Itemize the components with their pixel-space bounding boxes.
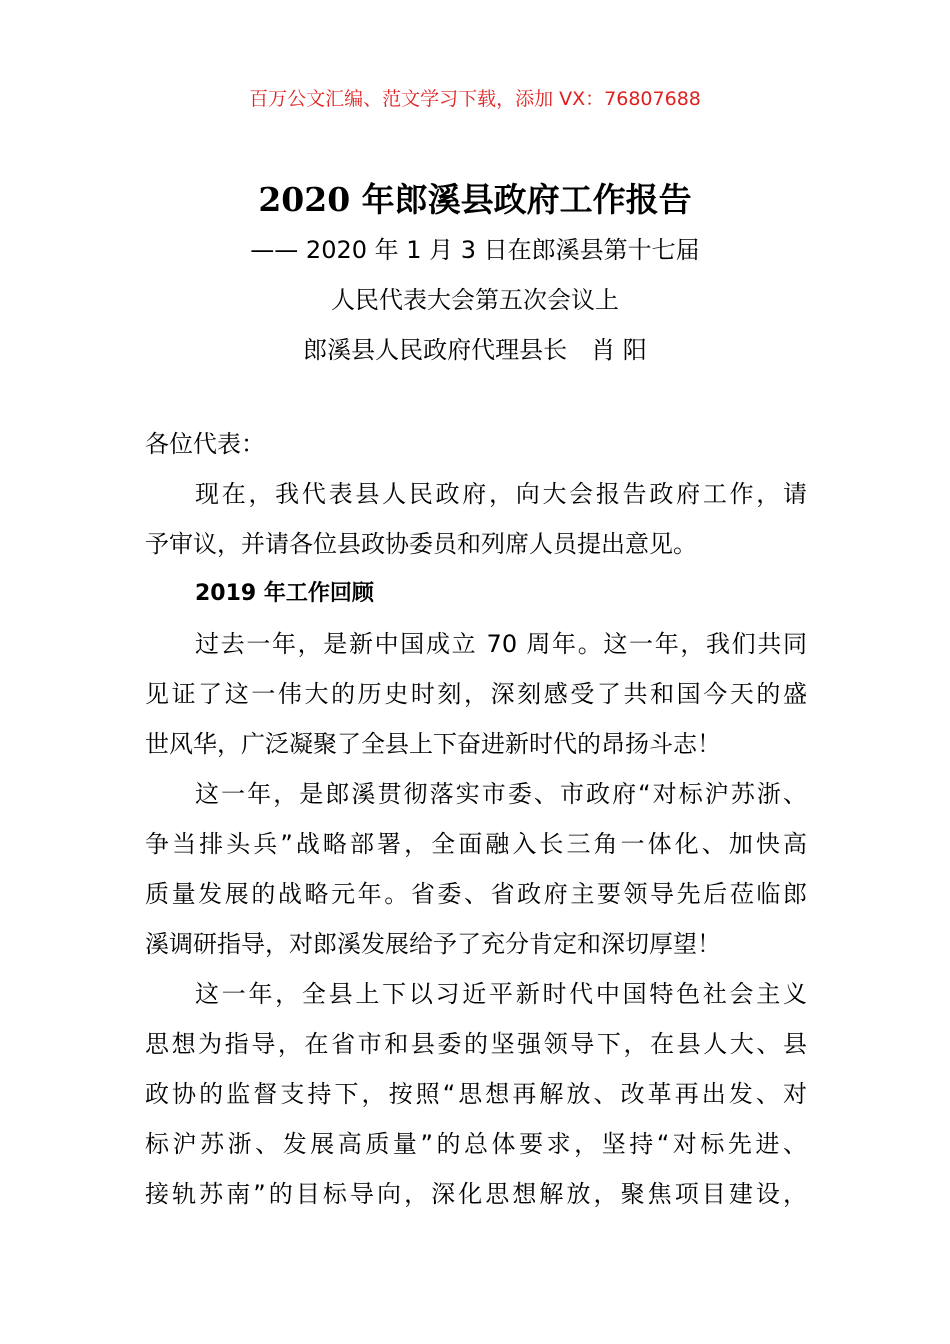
text-line: 见证了这一伟大的历史时刻，深刻感受了共和国今天的盛 [145,680,807,708]
text-line: 争当排头兵”战略部署，全面融入长三角一体化、加快高 [145,830,807,858]
text-line: 予审议，并请各位县政协委员和列席人员提出意见。 [145,530,697,558]
document-title: 2020 年郎溪县政府工作报告 [258,180,692,219]
watermark-text: 百万公文汇编、范文学习下载，添加 VX：76807688 [249,88,701,110]
section-heading: 2019 年工作回顾 [195,581,374,606]
text-line: 接轨苏南”的目标导向，深化思想解放，聚焦项目建设， [145,1180,807,1208]
text-line: 这一年，是郎溪贯彻落实市委、市政府“对标沪苏浙、 [195,780,807,808]
text-line: 过去一年，是新中国成立 70 周年。这一年，我们共同 [195,630,807,658]
subtitle-line: —— 2020 年 1 月 3 日在郎溪县第十七届 [250,236,700,264]
text-line: 现在，我代表县人民政府，向大会报告政府工作，请 [195,480,807,508]
author-line: 郎溪县人民政府代理县长 肖 阳 [303,336,647,364]
salutation: 各位代表： [145,430,265,458]
document-body [145,424,807,1224]
text-line: 政协的监督支持下，按照“思想再解放、改革再出发、对 [145,1080,807,1108]
text-line: 世风华，广泛凝聚了全县上下奋进新时代的昂扬斗志！ [145,730,721,758]
subtitle-line: 人民代表大会第五次会议上 [331,286,619,314]
text-line: 标沪苏浙、发展高质量”的总体要求，坚持“对标先进、 [145,1130,807,1158]
text-line: 思想为指导，在省市和县委的坚强领导下，在县人大、县 [145,1030,807,1058]
text-line: 质量发展的战略元年。省委、省政府主要领导先后莅临郎 [145,880,807,908]
text-line: 这一年，全县上下以习近平新时代中国特色社会主义 [195,980,807,1008]
text-line: 溪调研指导，对郎溪发展给予了充分肯定和深切厚望！ [145,930,721,958]
